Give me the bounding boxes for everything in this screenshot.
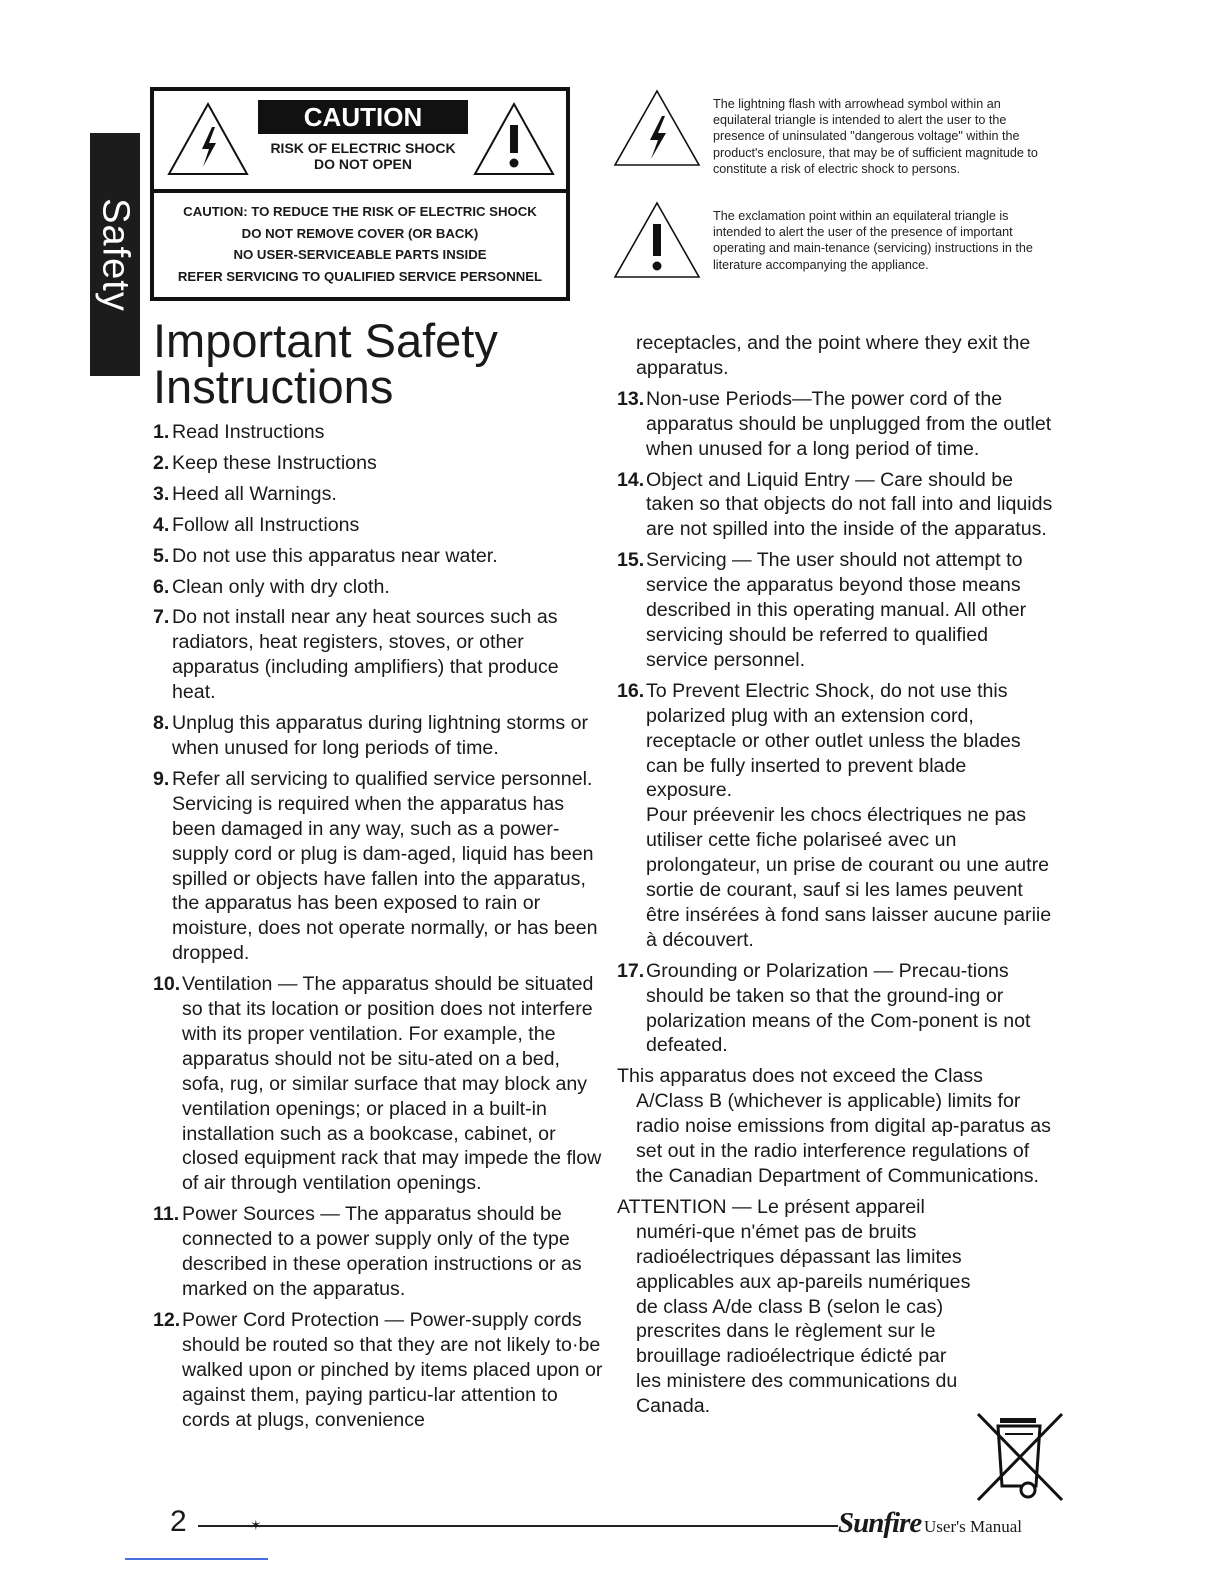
item-text: Power Cord Protection — Power-supply cords should be routed so that they are not likely to·be walked upon or pinched by items placed upon or against them, paying particu-lar attention to cords at plugs, convenience bbox=[182, 1308, 603, 1431]
item-text: Servicing — The user should not attempt to service the apparatus beyond those means described in this operating manual. All other servicing should be referred to qualified service personnel. bbox=[646, 549, 1027, 671]
instruction-item bbox=[153, 451, 603, 476]
item-text: Non-use Periods—The power cord of the apparatus should be unplugged from the outlet when unused for a long period of time. bbox=[646, 387, 1052, 460]
instruction-item bbox=[153, 972, 603, 1196]
brand-logo: Sunfire bbox=[838, 1507, 922, 1539]
instruction-item bbox=[153, 544, 603, 569]
instruction-item bbox=[617, 387, 1053, 462]
lightning-symbol-description: The lightning flash with arrowhead symbol within an equilateral triangle is intended to alert the user to the presence of uninsulated "dangerous voltage" within the product's enclosure, that may be of sufficient magnitude to constitute a risk of electric shock to persons. bbox=[713, 97, 1038, 176]
item-text: Object and Liquid Entry — Care should be taken so that objects do not fall into and liquids are not spilled into the inside of the apparatus. bbox=[646, 468, 1053, 541]
instruction-item bbox=[153, 711, 603, 761]
instruction-item bbox=[153, 482, 603, 507]
instruction-item bbox=[153, 513, 603, 538]
caution-subtitle-1: RISK OF ELECTRIC SHOCK bbox=[270, 140, 456, 156]
caution-banner: CAUTION bbox=[258, 100, 468, 134]
item-text: Power Sources — The apparatus should be connected to a power supply only of the type described in these operation instructions or as marked on the apparatus. bbox=[182, 1203, 582, 1300]
item-number: 16. bbox=[617, 679, 645, 702]
footer-rule bbox=[198, 1525, 838, 1527]
footer-star-icon: ✶ bbox=[250, 1517, 262, 1533]
lightning-warning-icon bbox=[166, 101, 250, 177]
instructions-left-column bbox=[153, 420, 603, 1438]
item-text: receptacles, and the point where they exit the apparatus. bbox=[636, 332, 1031, 379]
caution-line: NO USER-SERVICEABLE PARTS INSIDE bbox=[233, 247, 487, 262]
item-text: Keep these Instructions bbox=[172, 451, 377, 474]
instruction-item bbox=[617, 679, 1053, 953]
item-number: 7. bbox=[153, 606, 170, 629]
section-tab-label: Safety bbox=[94, 197, 137, 312]
continued-text bbox=[617, 331, 1053, 381]
item-number: 6. bbox=[153, 575, 170, 598]
item-number: 15. bbox=[617, 549, 645, 572]
item-text: Grounding or Polarization — Precau-tions should be taken so that the ground-ing or polarization means of the Com-ponent is not defeated. bbox=[646, 959, 1031, 1057]
caution-subtitle-2: DO NOT OPEN bbox=[313, 156, 412, 172]
item-text: To Prevent Electric Shock, do not use this polarized plug with an extension cord, receptacle or other outlet unless the blades can be fully inserted to prevent blade exposure. bbox=[646, 679, 1021, 802]
exclamation-symbol-description: The exclamation point within an equilateral triangle is intended to alert the user of the presence of important operating and main-tenance (servicing) instructions in the literature accompanying the appliance. bbox=[713, 209, 1033, 272]
item-number: 1. bbox=[153, 421, 170, 443]
caution-line: REFER SERVICING TO QUALIFIED SERVICE PERSONNEL bbox=[177, 268, 543, 284]
item-number: 9. bbox=[153, 767, 170, 790]
instruction-item bbox=[153, 767, 603, 966]
caution-header bbox=[154, 91, 566, 193]
caution-instructions bbox=[154, 201, 566, 287]
item-number: 3. bbox=[153, 482, 170, 505]
item-text: Do not install near any heat sources such as radiators, heat registers, stoves, or other apparatus (including amplifiers) that produce heat. bbox=[172, 606, 559, 704]
item-text: Clean only with dry cloth. bbox=[172, 575, 390, 598]
item-number: 4. bbox=[153, 513, 170, 536]
item-text: Ventilation — The apparatus should be situated so that its location or position does not interfere with its proper ventilation. For example, the apparatus should not be situ-ated on a bed, sofa, rug, or similar surface that may block any ventilation openings; or placed in a built-in installation such as a bookcase, cabinet, or closed equipment rack that may impede the flow of air through ventilation openings. bbox=[182, 973, 602, 1195]
manual-label: User's Manual bbox=[924, 1517, 1022, 1536]
item-number: 12. bbox=[153, 1308, 181, 1331]
item-number: 10. bbox=[153, 973, 181, 996]
item-number: 5. bbox=[153, 544, 170, 567]
item-text: Do not use this apparatus near water. bbox=[172, 544, 498, 567]
instructions-right-column bbox=[617, 331, 1053, 1425]
exclamation-warning-icon bbox=[472, 101, 556, 177]
instruction-item bbox=[153, 575, 603, 600]
instruction-item bbox=[153, 420, 603, 445]
lightning-triangle-icon bbox=[612, 88, 702, 168]
caution-line: CAUTION: TO REDUCE THE RISK OF ELECTRIC SHOCK bbox=[183, 204, 537, 219]
item-number: 13. bbox=[617, 387, 645, 410]
bottom-divider bbox=[125, 1558, 268, 1560]
item-text: Refer all servicing to qualified service personnel. Servicing is required when the apparatus has been damaged in any way, such as a power-supply cord or plug is dam-aged, liquid has been spilled or objects have fallen into the apparatus, the apparatus has been exposed to rain or moisture, does not operate normally, or has been dropped. bbox=[172, 767, 598, 965]
instruction-item bbox=[617, 959, 1053, 1059]
caution-label-box bbox=[150, 87, 570, 301]
canada-notice: This apparatus does not exceed the Class A/Class B (whichever is applicable) limits for radio noise emissions from digital ap-paratus as set out in the radio interference regulations of the Canadian Department of Communications. bbox=[617, 1065, 1051, 1187]
instruction-item bbox=[617, 468, 1053, 543]
crossed-out-bin-icon bbox=[972, 1408, 1068, 1504]
exclamation-triangle-icon bbox=[612, 200, 702, 280]
item-text: Read Instructions bbox=[172, 421, 325, 443]
item-text: Follow all Instructions bbox=[172, 513, 360, 536]
section-tab bbox=[90, 133, 140, 376]
instruction-item bbox=[153, 605, 603, 705]
item-number: 2. bbox=[153, 451, 170, 474]
instruction-item bbox=[153, 1202, 603, 1302]
instruction-item bbox=[617, 548, 1053, 673]
item-number: 14. bbox=[617, 468, 645, 491]
page-number: 2 bbox=[170, 1505, 187, 1538]
item-number: 11. bbox=[153, 1203, 180, 1226]
attention-notice: ATTENTION — Le présent appareil numéri-que n'émet pas de bruits radioélectriques dépassant las limites applicables aux ap-pareils numériques de class A/de class B (selon le cas) prescrites dans le règlement sur le brouillage radioélectrique édicté par les ministere des communications du Canada. bbox=[617, 1195, 971, 1418]
item-text: Heed all Warnings. bbox=[172, 482, 337, 505]
item-number: 17. bbox=[617, 959, 645, 982]
caution-line: DO NOT REMOVE COVER (OR BACK) bbox=[241, 225, 479, 241]
item-number: 8. bbox=[153, 712, 170, 735]
page-title: Important Safety Instructions bbox=[153, 314, 498, 413]
item-text-french: Pour préevenir les chocs électriques ne pas utiliser cette fiche polariseé avec un prolongateur, un prise de courant ou une autre sortie de courant, sauf si les lames peuvent être insérées à fond sans laisser aucune pariie à découvert. bbox=[646, 804, 1052, 951]
item-text: Unplug this apparatus during lightning storms or when unused for long periods of time. bbox=[172, 712, 589, 759]
instruction-item bbox=[153, 1308, 603, 1433]
